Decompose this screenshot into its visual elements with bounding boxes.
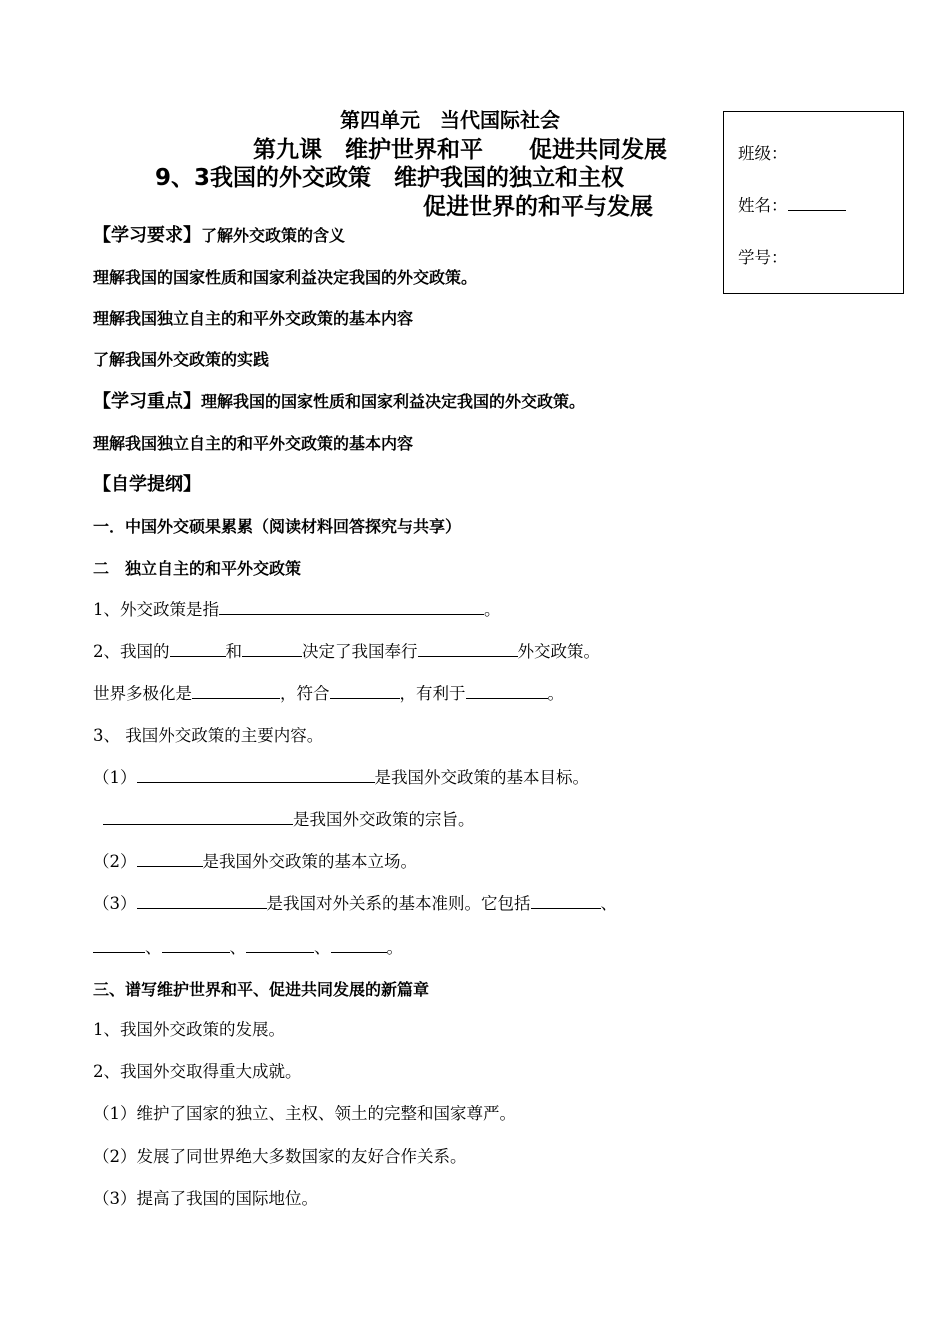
student-info-box (723, 111, 904, 294)
name-field-row (738, 192, 846, 216)
class-label: 班级： (738, 144, 788, 163)
outline-label: 【自学提纲】 (93, 474, 201, 495)
answer-blank[interactable] (246, 936, 314, 953)
answer-blank[interactable] (137, 766, 375, 783)
answer-blank[interactable] (531, 892, 601, 909)
id-label: 学号： (738, 248, 788, 267)
name-blank[interactable] (788, 194, 846, 211)
requirements-row (93, 221, 345, 247)
unit-title: 第四单元 当代国际社会 (340, 108, 560, 132)
part1-heading: 一．中国外交硕果累累（阅读材料回答探究与共享） (93, 517, 462, 536)
part3-subitem: （1）维护了国家的独立、主权、领土的完整和国家尊严。 (93, 1104, 516, 1123)
requirement-item: 了解外交政策的含义 (201, 226, 346, 245)
answer-blank[interactable] (137, 892, 267, 909)
answer-blank[interactable] (242, 640, 302, 657)
lesson-title: 第九课 维护世界和平 促进共同发展 (253, 137, 667, 163)
question-2b: 世界多极化是 ，符合 ，有利于 。 (93, 684, 564, 703)
answer-blank[interactable] (331, 936, 387, 953)
part3-subitem: （3）提高了我国的国际地位。 (93, 1189, 318, 1208)
answer-blank[interactable] (103, 808, 293, 825)
key-points-row (93, 387, 585, 413)
part3-heading: 三、谱写维护世界和平、促进共同发展的新篇章 (93, 980, 430, 999)
name-label: 姓名： (738, 196, 788, 215)
requirement-item: 理解我国的国家性质和国家利益决定我国的外交政策。 (93, 268, 478, 287)
question-3-1: （1） 是我国外交政策的基本目标。 (93, 768, 589, 787)
question-3-1b: 是我国外交政策的宗旨。 (103, 806, 475, 830)
answer-blank[interactable] (137, 850, 203, 867)
question-3: 3、 我国外交政策的主要内容。 (93, 726, 324, 745)
question-3-3: （3） 是我国对外关系的基本准则。它包括 、 (93, 894, 617, 913)
question-3-3b: 、 、 、 。 (93, 934, 403, 958)
answer-blank[interactable] (170, 640, 226, 657)
answer-blank[interactable] (162, 936, 230, 953)
requirements-label: 【学习要求】 (93, 225, 201, 246)
section-title-line2: 促进世界的和平与发展 (423, 194, 653, 220)
part3-subitem: （2）发展了同世界绝大多数国家的友好合作关系。 (93, 1147, 467, 1166)
part2-heading: 二 独立自主的和平外交政策 (93, 559, 302, 578)
requirement-item: 了解我国外交政策的实践 (93, 350, 270, 369)
answer-blank[interactable] (219, 598, 484, 615)
answer-blank[interactable] (330, 682, 400, 699)
key-point-item: 理解我国的国家性质和国家利益决定我国的外交政策。 (201, 392, 586, 411)
part3-item: 2、我国外交取得重大成就。 (93, 1062, 302, 1081)
key-point-item: 理解我国独立自主的和平外交政策的基本内容 (93, 434, 414, 453)
answer-blank[interactable] (418, 640, 518, 657)
part3-item: 1、我国外交政策的发展。 (93, 1020, 285, 1039)
question-2: 2、我国的 和 决定了我国奉行 外交政策。 (93, 642, 600, 661)
requirement-item: 理解我国独立自主的和平外交政策的基本内容 (93, 309, 414, 328)
question-3-2: （2） 是我国外交政策的基本立场。 (93, 852, 417, 871)
answer-blank[interactable] (93, 936, 145, 953)
answer-blank[interactable] (192, 682, 280, 699)
key-points-label: 【学习重点】 (93, 391, 201, 412)
section-title-line1: 9、3我国的外交政策 维护我国的独立和主权 (155, 165, 625, 191)
answer-blank[interactable] (466, 682, 548, 699)
question-1: 1、外交政策是指 。 (93, 600, 501, 619)
